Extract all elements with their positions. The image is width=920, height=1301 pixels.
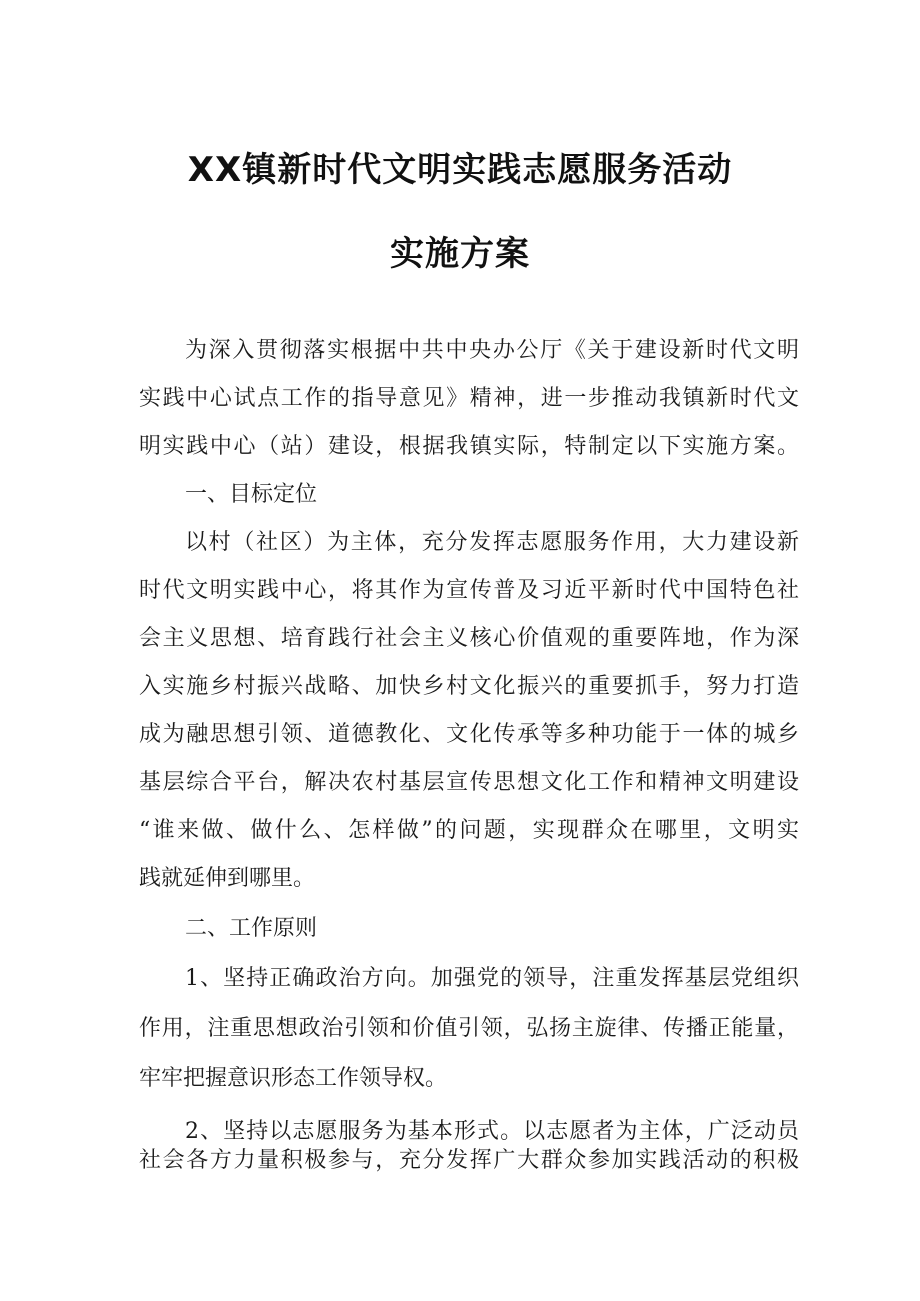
- paragraph-principle-1-line: 1、坚持正确政治方向。加强党的领导，注重发挥基层党组织: [185, 966, 799, 991]
- document-title-line-2: 实施方案: [390, 234, 530, 274]
- paragraph-intro-line: 为深入贯彻落实根据中共中央办公厅《关于建设新时代文明: [185, 338, 799, 363]
- paragraph-goals-line: 基层综合平台，解决农村基层宣传思想文化工作和精神文明建设: [139, 770, 799, 795]
- paragraph-goals-line: 成为融思想引领、道德教化、文化传承等多种功能于一体的城乡: [139, 722, 799, 747]
- paragraph-goals-line: 时代文明实践中心，将其作为宣传普及习近平新时代中国特色社: [139, 578, 799, 603]
- paragraph-principle-2-line: 社会各方力量积极参与，充分发挥广大群众参加实践活动的积极: [139, 1148, 799, 1173]
- paragraph-goals-line: 入实施乡村振兴战略、加快乡村文化振兴的重要抓手，努力打造: [139, 674, 799, 699]
- document-title-line-1: XX镇新时代文明实践志愿服务活动: [187, 150, 733, 190]
- paragraph-goals-line: 以村（社区）为主体，充分发挥志愿服务作用，大力建设新: [185, 530, 799, 555]
- paragraph-principle-2-line: 2、坚持以志愿服务为基本形式。以志愿者为主体，广泛动员: [185, 1119, 799, 1144]
- paragraph-goals-line: 会主义思想、培育践行社会主义核心价值观的重要阵地，作为深: [139, 626, 799, 651]
- section-heading-goals: 一、目标定位: [185, 482, 318, 507]
- paragraph-principle-1-line: 牢牢把握意识形态工作领导权。: [139, 1066, 448, 1091]
- paragraph-intro-line: 明实践中心（站）建设，根据我镇实际，特制定以下实施方案。: [139, 434, 799, 459]
- paragraph-intro-line: 实践中心试点工作的指导意见》精神，进一步推动我镇新时代文: [139, 386, 799, 411]
- section-heading-principles: 二、工作原则: [185, 916, 318, 941]
- paragraph-goals-line: 践就延伸到哪里。: [139, 866, 316, 891]
- paragraph-goals-line: “谁来做、做什么、怎样做”的问题，实现群众在哪里，文明实: [139, 818, 799, 843]
- paragraph-principle-1-line: 作用，注重思想政治引领和价值引领，弘扬主旋律、传播正能量，: [139, 1016, 799, 1041]
